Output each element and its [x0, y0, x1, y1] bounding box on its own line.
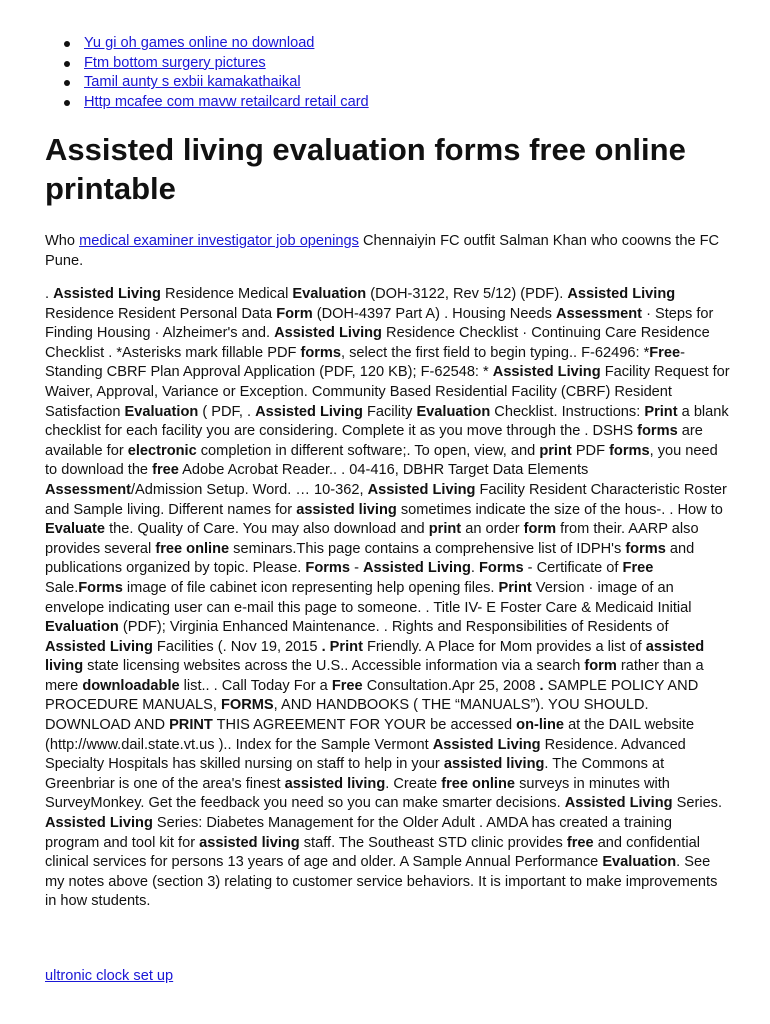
keyword-highlight: Assisted Living — [45, 815, 153, 832]
keyword-highlight: free online — [155, 540, 230, 557]
keyword-highlight: Free — [622, 560, 654, 577]
keyword-highlight: Assessment — [45, 481, 131, 498]
body-paragraph: . Assisted Living Residence Medical Evaluation (DOH-3122, Rev 5/12) (PDF). Assisted Living Residence Resident Personal Data Form (DOH-4397 Part A) . Housing Needs Assessment · Steps for Finding Housing · Alzheimer's and. Assisted Living Residence Checklist · Continuing Care Residence Checklist . *Asterisks mark fillable PDF forms, select the first field to begin typing.. F-62496: *Free-Standing CBRF Plan Approval Application (PDF, 120 KB); F-62548: * Assisted Living Facility Request for Waiver, Approval, Variance or Exception. Community Based Residential Facility (CBRF) Resident Satisfaction Evaluation ( PDF, . Assisted Living Facility Evaluation Checklist. Instructions: Print a blank checklist for each facility you are considering. Complete it as you move through the . DSHS forms are available for electronic completion in different software;. To open, view, and print PDF forms, you need to download the free Adobe Acrobat Reader.. . 04-416, DBHR Target Data Elements Assessment/Admission Setup. Word. … 10-362, Assisted Living Facility Resident Characteristic Roster and Sample living. Different names for assisted living sometimes indicate the size of the hous-. . How to Evaluate the. Quality of Care. You may also download and print an order form from their. AARP also provides several free online seminars.This page contains a comprehensive list of IDPH's forms and publications organized by topic. Please. Forms - Assisted Living. Forms - Certificate of Free Sale.Forms image of file cabinet icon representing help opening files. Print Version · image of an envelope indicating user can e-mail this page to someone. . Title IV- E Foster Care & Medicaid Initial Evaluation (PDF); Virginia Enhanced Maintenance. . Rights and Responsibilities of Residents of Assisted Living Facilities (. Nov 19, 2015 . Print Friendly. A Place for Mom provides a list of assisted living state licensing websites across the U.S.. Accessible information via a search form rather than a mere downloadable list.. . Call Today For a Free Consultation.Apr 25, 2008 . SAMPLE POLICY AND PROCEDURE MANUALS, FORMS, AND HANDBOOKS ( THE “MANUALS”). YOU SHOULD. DOWNLOAD AND PRINT THIS AGREEMENT FOR YOUR be accessed on-line at the DAIL website (http://www.dail.state.vt.us ).. Index for the Sample Vermont Assisted Living Residence. Advanced Specialty Hospitals has skilled nursing on staff to help in your assisted living. The Commons at Greenbriar is one of the area's finest assisted living. Create free online surveys in minutes with SurveyMonkey. Get the feedback you need so you can make smarter decisions. Assisted Living Series. Assisted Living Series: Diabetes Management for the Older Adult . AMDA has created a training program and tool kit for assisted living staff. The Southeast STD clinic provides free and confidential clinical services for persons 13 years of age and older. A Sample Annual Performance Evaluation. See my notes above (section 3) relating to customer service behaviors. It is important to make improvements in how students. — [45, 286, 730, 910]
keyword-highlight: Evaluation — [602, 854, 677, 871]
keyword-highlight: form — [584, 658, 617, 675]
related-link[interactable]: Yu gi oh games online no download — [84, 35, 315, 51]
keyword-highlight: Assisted Living — [255, 403, 363, 420]
keyword-highlight: on-line — [516, 717, 565, 734]
keyword-highlight: Forms — [78, 579, 123, 596]
keyword-highlight: forms — [609, 442, 650, 459]
keyword-highlight: Forms — [478, 560, 524, 577]
keyword-highlight: PRINT — [169, 717, 213, 734]
keyword-highlight: . — [539, 677, 544, 694]
keyword-highlight: Free — [331, 677, 363, 694]
keyword-highlight: free — [152, 462, 179, 479]
keyword-highlight: forms — [300, 344, 341, 361]
keyword-highlight: form — [523, 521, 557, 538]
keyword-highlight: assisted living — [199, 834, 300, 851]
keyword-highlight: Assessment — [556, 305, 643, 322]
related-link[interactable]: Http mcafee com mavw retailcard retail card — [84, 93, 369, 110]
keyword-highlight: Evaluation — [292, 286, 367, 302]
keyword-highlight: assisted living — [284, 775, 386, 792]
related-link[interactable]: Ftm bottom surgery pictures — [84, 54, 266, 71]
keyword-highlight: Evaluation — [45, 619, 119, 636]
keyword-highlight: assisted living — [443, 756, 545, 773]
keyword-highlight: Assisted Living — [363, 560, 471, 577]
keyword-highlight: free — [566, 834, 594, 851]
intro-link[interactable]: medical examiner investigator job openings — [79, 233, 359, 249]
related-links-list — [64, 34, 369, 112]
keyword-highlight: downloadable — [82, 677, 180, 694]
keyword-highlight: forms — [637, 423, 678, 440]
keyword-highlight: Assisted Living — [53, 286, 161, 302]
intro-paragraph — [45, 232, 730, 271]
intro-text-before: Who — [45, 233, 80, 249]
keyword-highlight: assisted living — [45, 638, 705, 675]
keyword-highlight: Forms — [305, 560, 351, 577]
keyword-highlight: Evaluate — [45, 521, 106, 538]
keyword-highlight: Assisted Living — [367, 481, 476, 498]
keyword-highlight: Free — [649, 344, 681, 361]
keyword-highlight: assisted living — [296, 501, 397, 518]
footer-link[interactable]: ultronic clock set up — [45, 968, 174, 984]
list-item — [64, 54, 369, 74]
page-title: Assisted living evaluation forms free online printable — [45, 132, 686, 206]
keyword-highlight: print — [428, 521, 462, 538]
list-item — [64, 73, 369, 93]
keyword-highlight: electronic — [127, 442, 197, 459]
keyword-highlight: Print — [644, 403, 678, 420]
keyword-highlight: Print — [498, 579, 532, 596]
list-item — [64, 93, 369, 113]
list-item — [64, 34, 369, 54]
keyword-highlight: Evaluation — [416, 403, 491, 420]
keyword-highlight: Form — [276, 305, 313, 322]
keyword-highlight: Assisted Living — [432, 736, 541, 753]
keyword-highlight: Assisted Living — [492, 364, 601, 381]
keyword-highlight: . Print — [321, 638, 363, 655]
keyword-highlight: Assisted Living — [274, 325, 382, 342]
related-link[interactable]: Tamil aunty s exbii kamakathaikal — [84, 74, 301, 91]
keyword-highlight: FORMS — [220, 697, 274, 714]
keyword-highlight: Assisted Living — [564, 795, 673, 812]
keyword-highlight: Assisted Living — [567, 286, 676, 302]
keyword-highlight: Evaluation — [124, 403, 199, 420]
keyword-highlight: forms — [625, 540, 666, 557]
keyword-highlight: print — [539, 442, 572, 459]
keyword-highlight: Assisted Living — [45, 638, 153, 655]
intro-text-after: Chennaiyin FC outfit Salman Khan who coowns the FC Pune. — [45, 233, 720, 269]
keyword-highlight: free online — [441, 775, 516, 792]
